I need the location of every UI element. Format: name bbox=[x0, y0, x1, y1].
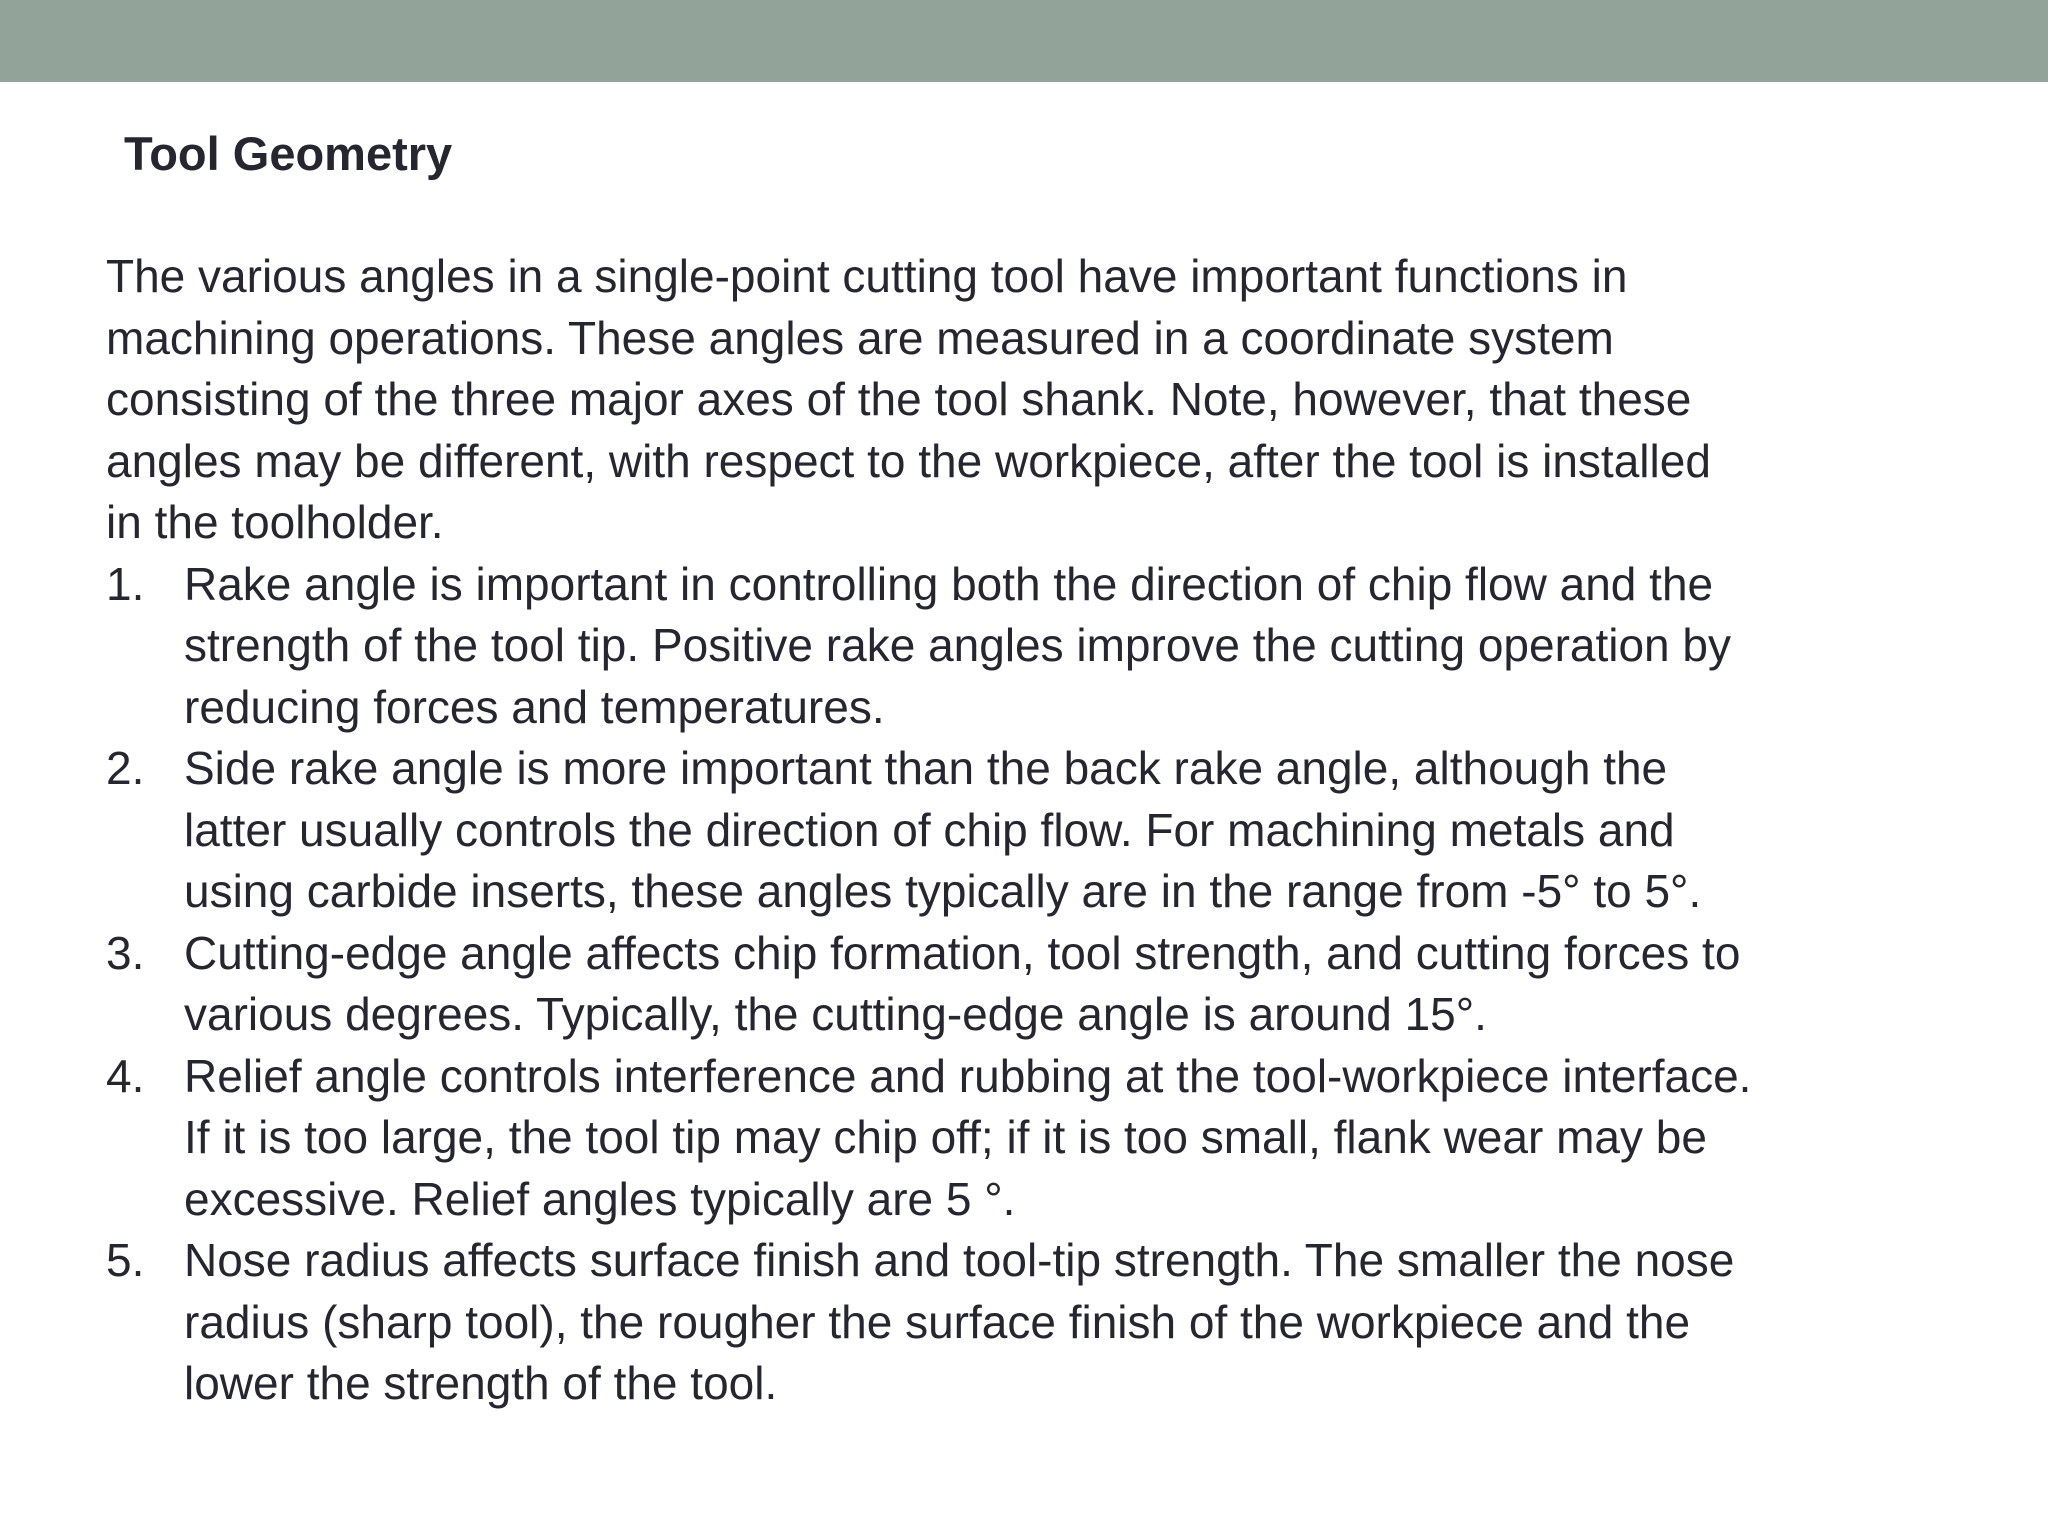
slide-body bbox=[106, 246, 1986, 1415]
list-item-line: excessive. Relief angles typically are 5 °. bbox=[184, 1172, 1016, 1225]
list-item-line: Rake angle is important in controlling both the direction of chip flow and the bbox=[184, 557, 1714, 610]
list-item-cutting-edge-angle bbox=[106, 923, 1986, 1046]
list-item-number: 3. bbox=[106, 926, 145, 979]
list-item-line: reducing forces and temperatures. bbox=[184, 680, 885, 733]
intro-line: machining operations. These angles are measured in a coordinate system bbox=[106, 311, 1614, 364]
list-item-line: using carbide inserts, these angles typically are in the range from -5° to 5°. bbox=[184, 865, 1702, 917]
list-item-line: If it is too large, the tool tip may chip off; if it is too small, flank wear may be bbox=[184, 1111, 1707, 1163]
list-item-side-rake-angle bbox=[106, 738, 1986, 923]
intro-line: in the toolholder. bbox=[106, 496, 444, 548]
list-item-line: radius (sharp tool), the rougher the surface finish of the workpiece and the bbox=[184, 1295, 1691, 1348]
list-item-text bbox=[184, 554, 1986, 739]
list-item-number: 1. bbox=[106, 557, 145, 610]
list-item-line: various degrees. Typically, the cutting-edge angle is around 15°. bbox=[184, 988, 1487, 1040]
intro-paragraph bbox=[106, 246, 1986, 554]
list-item-line: Nose radius affects surface finish and tool-tip strength. The smaller the nose bbox=[184, 1234, 1735, 1286]
list-item-relief-angle bbox=[106, 1046, 1986, 1231]
list-item-rake-angle bbox=[106, 554, 1986, 739]
list-item-line: lower the strength of the tool. bbox=[184, 1357, 778, 1409]
intro-line: The various angles in a single-point cutting tool have important functions in bbox=[106, 250, 1628, 302]
list-item-line: strength of the tool tip. Positive rake angles improve the cutting operation by bbox=[184, 619, 1731, 671]
list-item-line: Relief angle controls interference and rubbing at the tool-workpiece interface. bbox=[184, 1049, 1752, 1102]
list-item-text bbox=[184, 1230, 1986, 1415]
list-item-nose-radius bbox=[106, 1230, 1986, 1415]
list-item-line: Side rake angle is more important than the back rake angle, although the bbox=[184, 742, 1668, 794]
list-item-text bbox=[184, 1046, 1986, 1231]
list-item-number: 2. bbox=[106, 742, 145, 794]
intro-line: angles may be different, with respect to the workpiece, after the tool is installed bbox=[106, 434, 1711, 487]
list-item-text bbox=[184, 738, 1986, 923]
list-item-text bbox=[184, 923, 1986, 1046]
list-item-number: 4. bbox=[106, 1049, 145, 1102]
list-item-line: Cutting-edge angle affects chip formation, tool strength, and cutting forces to bbox=[184, 926, 1741, 979]
header-bar bbox=[0, 0, 2048, 82]
list-item-line: latter usually controls the direction of chip flow. For machining metals and bbox=[184, 803, 1675, 856]
intro-line: consisting of the three major axes of the tool shank. Note, however, that these bbox=[106, 373, 1692, 425]
slide-title: Tool Geometry bbox=[124, 127, 453, 180]
numbered-list bbox=[106, 554, 1986, 1415]
list-item-number: 5. bbox=[106, 1234, 145, 1286]
